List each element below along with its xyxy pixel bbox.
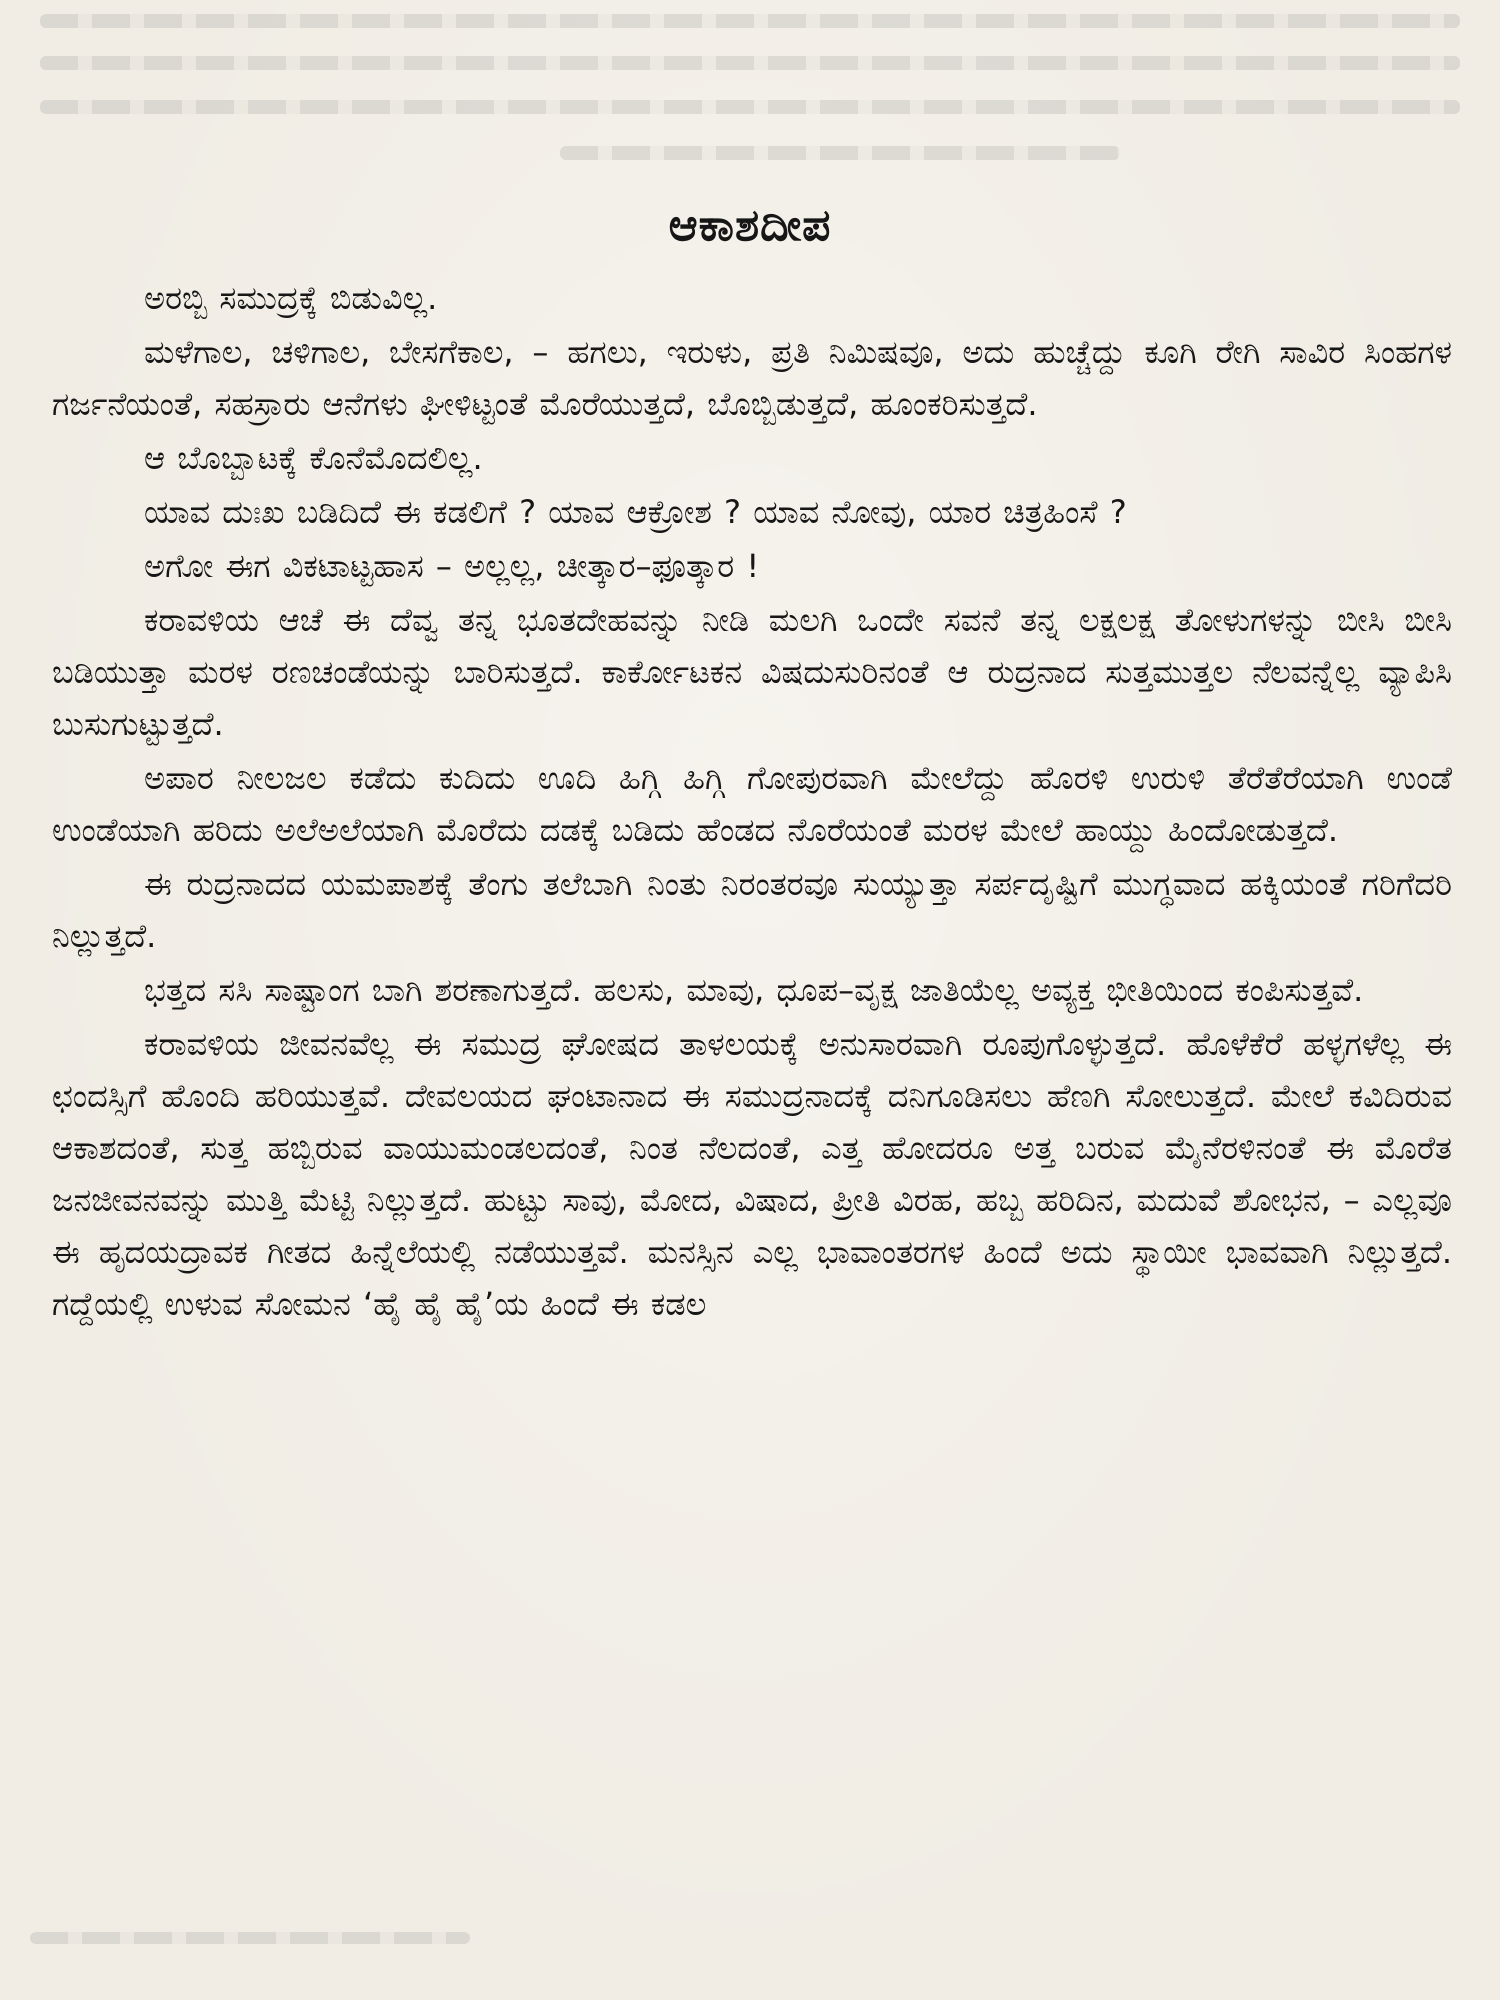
bleed-through-line	[30, 1932, 470, 1944]
paragraph: ಈ ರುದ್ರನಾದದ ಯಮಪಾಶಕ್ಕೆ ತೆಂಗು ತಲೆಬಾಗಿ ನಿಂತು ನಿರಂತರವೂ ಸುಯ್ಯುತ್ತಾ ಸರ್ಪದೃಷ್ಟಿಗೆ ಮುಗ್ಧವಾದ ಹಕ್ಕಿಯಂತೆ ಗರಿಗೆದರಿ ನಿಲ್ಲುತ್ತದೆ.	[52, 865, 1452, 955]
paragraph: ಯಾವ ದುಃಖ ಬಡಿದಿದೆ ಈ ಕಡಲಿಗೆ ? ಯಾವ ಆಕ್ರೋಶ ? ಯಾವ ನೋವು, ಯಾರ ಚಿತ್ರಹಿಂಸೆ ?	[144, 493, 1127, 531]
paragraph: ಮಳೆಗಾಲ, ಚಳಿಗಾಲ, ಬೇಸಗೆಕಾಲ, – ಹಗಲು, ಇರುಳು, ಪ್ರತಿ ನಿಮಿಷವೂ, ಅದು ಹುಚ್ಚೆದ್ದು ಕೂಗಿ ರೇಗಿ ಸಾವಿರ ಸಿಂಹಗಳ ಗರ್ಜನೆಯಂತೆ, ಸಹಸ್ರಾರು ಆನೆಗಳು ಘೀಳಿಟ್ಟಂತೆ ಮೊರೆಯುತ್ತದೆ, ಬೊಬ್ಬಿಡುತ್ತದೆ, ಹೂಂಕರಿಸುತ್ತದೆ.	[52, 333, 1452, 423]
bleed-through-line	[40, 14, 1460, 28]
paragraph: ಅಗೋ ಈಗ ವಿಕಟಾಟ್ಟಹಾಸ – ಅಲ್ಲಲ್ಲ, ಚೀತ್ಕಾರ–ಫೂತ್ಕಾರ !	[144, 547, 760, 585]
paragraph: ಭತ್ತದ ಸಸಿ ಸಾಷ್ಟಾಂಗ ಬಾಗಿ ಶರಣಾಗುತ್ತದೆ. ಹಲಸು, ಮಾವು, ಧೂಪ–ವೃಕ್ಷ ಜಾತಿಯೆಲ್ಲ ಅವ್ಯಕ್ತ ಭೀತಿಯಿಂದ ಕಂಪಿಸುತ್ತವೆ.	[144, 971, 1364, 1009]
paragraph: ಅರಬ್ಬಿ ಸಮುದ್ರಕ್ಕೆ ಬಿಡುವಿಲ್ಲ.	[144, 279, 438, 317]
paragraph: ಆ ಬೊಬ್ಬಾಟಕ್ಕೆ ಕೊನೆಮೊದಲಿಲ್ಲ.	[144, 439, 483, 477]
bleed-through-line	[40, 100, 1460, 114]
body-text	[52, 272, 1452, 1330]
bleed-through-line	[560, 146, 1120, 160]
paragraph: ಕರಾವಳಿಯ ಜೀವನವೆಲ್ಲ ಈ ಸಮುದ್ರ ಘೋಷದ ತಾಳಲಯಕ್ಕೆ ಅನುಸಾರವಾಗಿ ರೂಪುಗೊಳ್ಳುತ್ತದೆ. ಹೊಳೆಕೆರೆ ಹಳ್ಳಗಳೆಲ್ಲ ಈ ಛಂದಸ್ಸಿಗೆ ಹೊಂದಿ ಹರಿಯುತ್ತವೆ. ದೇವಲಯದ ಘಂಟಾನಾದ ಈ ಸಮುದ್ರನಾದಕ್ಕೆ ದನಿಗೂಡಿಸಲು ಹೆಣಗಿ ಸೋಲುತ್ತದೆ. ಮೇಲೆ ಕವಿದಿರುವ ಆಕಾಶದಂತೆ, ಸುತ್ತ ಹಬ್ಬಿರುವ ವಾಯುಮಂಡಲದಂತೆ, ನಿಂತ ನೆಲದಂತೆ, ಎತ್ತ ಹೋದರೂ ಅತ್ತ ಬರುವ ಮೈನೆರಳಿನಂತೆ ಈ ಮೊರೆತ ಜನಜೀವನವನ್ನು ಮುತ್ತಿ ಮೆಟ್ಟಿ ನಿಲ್ಲುತ್ತದೆ. ಹುಟ್ಟು ಸಾವು, ಮೋದ, ವಿಷಾದ, ಪ್ರೀತಿ ವಿರಹ, ಹಬ್ಬ ಹರಿದಿನ, ಮದುವೆ ಶೋಭನ, – ಎಲ್ಲವೂ ಈ ಹೃದಯದ್ರಾವಕ ಗೀತದ ಹಿನ್ನೆಲೆಯಲ್ಲಿ ನಡೆಯುತ್ತವೆ. ಮನಸ್ಸಿನ ಎಲ್ಲ ಭಾವಾಂತರಗಳ ಹಿಂದೆ ಅದು ಸ್ಥಾಯೀ ಭಾವವಾಗಿ ನಿಲ್ಲುತ್ತದೆ. ಗದ್ದೆಯಲ್ಲಿ ಉಳುವ ಸೋಮನ ‘ಹೈ ಹೈ ಹೈ’ಯ ಹಿಂದೆ ಈ ಕಡಲ	[52, 1025, 1452, 1323]
paragraph: ಕರಾವಳಿಯ ಆಚೆ ಈ ದೆವ್ವ ತನ್ನ ಭೂತದೇಹವನ್ನು ನೀಡಿ ಮಲಗಿ ಒಂದೇ ಸವನೆ ತನ್ನ ಲಕ್ಷಲಕ್ಷ ತೋಳುಗಳನ್ನು ಬೀಸಿ ಬೀಸಿ ಬಡಿಯುತ್ತಾ ಮರಳ ರಣಚಂಡೆಯನ್ನು ಬಾರಿಸುತ್ತದೆ. ಕಾರ್ಕೋಟಕನ ವಿಷದುಸುರಿನಂತೆ ಆ ರುದ್ರನಾದ ಸುತ್ತಮುತ್ತಲ ನೆಲವನ್ನೆಲ್ಲ ವ್ಯಾಪಿಸಿ ಬುಸುಗುಟ್ಟುತ್ತದೆ.	[52, 601, 1452, 743]
page-title: ಆಕಾಶದೀಪ	[668, 200, 832, 251]
bleed-through-line	[40, 56, 1460, 70]
paragraph: ಅಪಾರ ನೀಲಜಲ ಕಡೆದು ಕುದಿದು ಊದಿ ಹಿಗ್ಗಿ ಹಿಗ್ಗಿ ಗೋಪುರವಾಗಿ ಮೇಲೆದ್ದು ಹೊರಳಿ ಉರುಳಿ ತೆರೆತೆರೆಯಾಗಿ ಉಂಡೆ ಉಂಡೆಯಾಗಿ ಹರಿದು ಅಲೆಅಲೆಯಾಗಿ ಮೊರೆದು ದಡಕ್ಕೆ ಬಡಿದು ಹೆಂಡದ ನೊರೆಯಂತೆ ಮರಳ ಮೇಲೆ ಹಾಯ್ದು ಹಿಂದೋಡುತ್ತದೆ.	[52, 759, 1452, 849]
